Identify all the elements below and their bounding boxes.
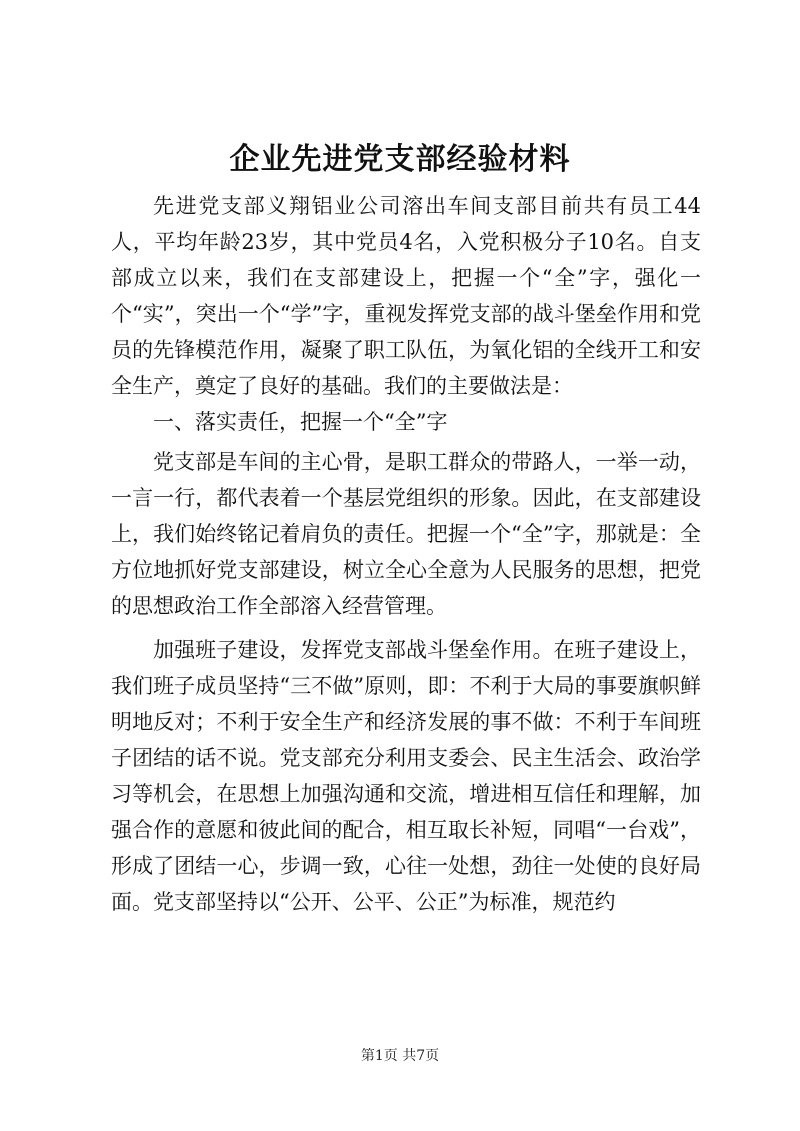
document-title: 企业先进党支部经验材料 [229,142,571,177]
page-footer: 第1页 共7页 [360,1048,440,1064]
paragraph-responsibility: 党支部是车间的主心骨，是职工群众的带路人，一举一动，一言一行，都代表着一个基层党组织的形象。因此，在支部建设上，我们始终铭记着肩负的责任。把握一个“全”字，那就是：全方位地抓好党支部建设，树立全心全意为人民服务的思想，把党的思想政治工作全部溶入经营管理。 [111,450,701,618]
document-body [111,188,701,920]
paragraph-team-building: 加强班子建设，发挥党支部战斗堡垒作用。在班子建设上，我们班子成员坚持“三不做”原则，即：不利于大局的事要旗帜鲜明地反对；不利于安全生产和经济发展的事不做：不利于车间班子团结的话不说。党支部充分利用支委会、民主生活会、政治学习等机会，在思想上加强沟通和交流，增进相互信任和理解，加强合作的意愿和彼此间的配合，相互取长补短，同唱“一台戏”，形成了团结一心，步调一致，心往一处想，劲往一处使的良好局面。党支部坚持以“公开、公平、公正”为标准，规范约 [111,638,701,914]
paragraph-intro: 先进党支部义翔铝业公司溶出车间支部目前共有员工44人，平均年龄23岁，其中党员4名，入党积极分子10名。自支部成立以来，我们在支部建设上，把握一个“全”字，强化一个“实”，突出一个“学”字，重视发挥党支部的战斗堡垒作用和党员的先锋模范作用，凝聚了职工队伍，为氧化铝的全线开工和安全生产，奠定了良好的基础。我们的主要做法是： [111,194,701,398]
section-heading-1: 一、落实责任，把握一个“全”字 [153,410,448,434]
